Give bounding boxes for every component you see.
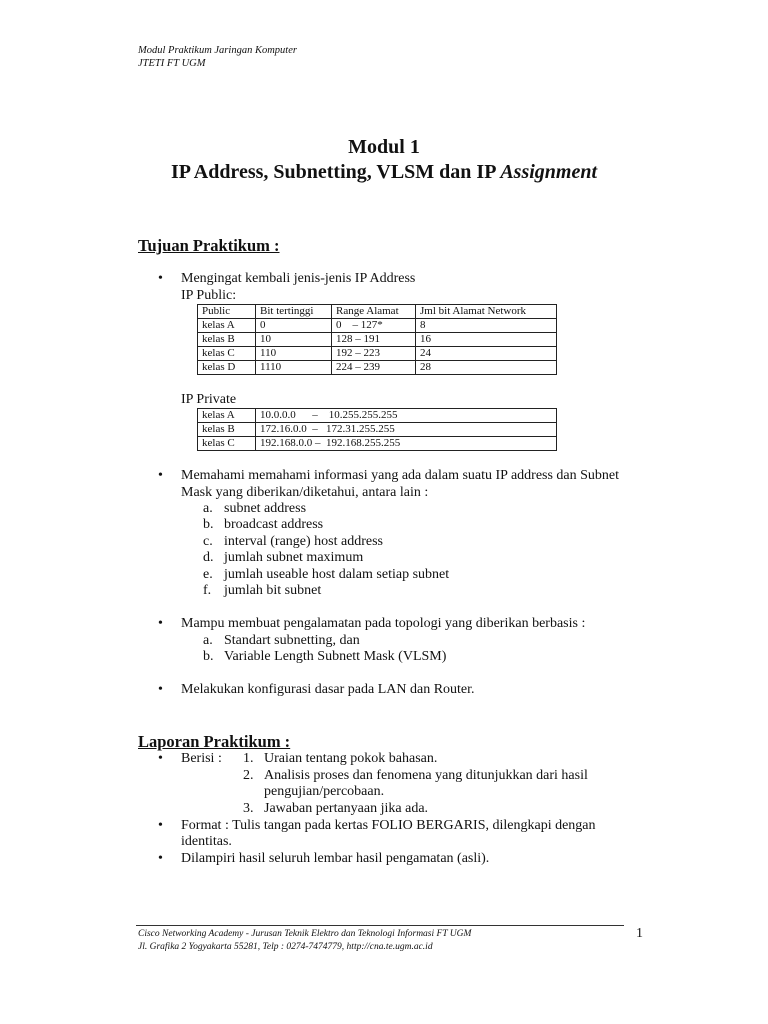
- list-item: Analisis proses dan fenomena yang ditunjukkan dari hasil: [264, 768, 588, 783]
- header-line-2: JTETI FT UGM: [138, 58, 206, 69]
- table-cell: kelas B: [198, 333, 256, 347]
- list-marker: b.: [203, 517, 214, 532]
- table-header-cell: Bit tertinggi: [256, 305, 332, 319]
- laporan-heading: Laporan Praktikum :: [138, 732, 291, 751]
- table-cell: 1110: [256, 361, 332, 375]
- bullet-4-text: Melakukan konfigurasi dasar pada LAN dan Router.: [181, 682, 475, 697]
- header-line-1: Modul Praktikum Jaringan Komputer: [138, 45, 297, 56]
- table-row: [198, 319, 557, 333]
- ip-private-label: IP Private: [181, 392, 237, 407]
- bullet-dot: •: [158, 271, 163, 286]
- bullet-dot: •: [158, 468, 163, 483]
- table-header-cell: Range Alamat: [332, 305, 416, 319]
- bullet-3-text: Mampu membuat pengalamatan pada topologi yang diberikan berbasis :: [181, 616, 586, 631]
- table-cell: kelas B: [198, 423, 256, 437]
- ip-public-table: [197, 304, 557, 375]
- table-header-cell: Public: [198, 305, 256, 319]
- footer-line-1: Cisco Networking Academy - Jurusan Teknik Elektro dan Teknologi Informasi FT UGM: [138, 929, 472, 939]
- module-title: Modul 1: [348, 136, 420, 158]
- table-cell: 128 – 191: [332, 333, 416, 347]
- footer-line-2: Jl. Grafika 2 Yogyakarta 55281, Telp : 0274-7474779, http://cna.te.ugm.ac.id: [138, 941, 433, 952]
- list-marker: 1.: [243, 751, 254, 766]
- table-cell: kelas C: [198, 437, 256, 451]
- bullet-1-text: Mengingat kembali jenis-jenis IP Address: [181, 271, 416, 286]
- bullet-dot: •: [158, 818, 163, 833]
- table-header-row: [198, 305, 557, 319]
- table-cell: kelas C: [198, 347, 256, 361]
- list-item: Jawaban pertanyaan jika ada.: [264, 801, 429, 816]
- list-marker: b.: [203, 649, 214, 664]
- bullet-dot: •: [158, 851, 163, 866]
- table-cell: kelas A: [198, 319, 256, 333]
- bullet-2-line-2: Mask yang diberikan/diketahui, antara lain :: [181, 485, 429, 500]
- format-line-2: identitas.: [181, 834, 232, 849]
- list-item: jumlah bit subnet: [224, 583, 322, 598]
- ip-public-label: IP Public:: [181, 288, 237, 303]
- table-header-cell: Jml bit Alamat Network: [416, 305, 557, 319]
- table-cell: 224 – 239: [332, 361, 416, 375]
- bullet-dot: •: [158, 751, 163, 766]
- module-subtitle: [0, 161, 768, 184]
- footer-rule: [136, 925, 624, 926]
- list-marker: c.: [203, 534, 213, 549]
- subtitle-italic: Assignment: [500, 161, 598, 183]
- list-marker: 3.: [243, 801, 254, 816]
- list-item: Variable Length Subnett Mask (VLSM): [224, 649, 447, 664]
- list-item: Uraian tentang pokok bahasan.: [264, 751, 438, 766]
- list-marker: 2.: [243, 768, 254, 783]
- list-marker: f.: [203, 583, 212, 598]
- table-cell: 0 – 127*: [332, 319, 416, 333]
- format-line-1: Format : Tulis tangan pada kertas FOLIO BERGARIS, dilengkapi dengan: [181, 818, 596, 833]
- table-cell: 0: [256, 319, 332, 333]
- dilampiri-text: Dilampiri hasil seluruh lembar hasil pengamatan (asli).: [181, 851, 490, 866]
- table-cell: 10: [256, 333, 332, 347]
- table-cell: 192.168.0.0 – 192.168.255.255: [256, 437, 557, 451]
- table-row: [198, 333, 557, 347]
- list-item: subnet address: [224, 501, 307, 516]
- page-header: [138, 44, 297, 70]
- bullet-dot: •: [158, 616, 163, 631]
- table-cell: 110: [256, 347, 332, 361]
- list-item: interval (range) host address: [224, 534, 383, 549]
- list-marker: a.: [203, 501, 213, 516]
- list-item: Standart subnetting, dan: [224, 633, 360, 648]
- table-cell: 28: [416, 361, 557, 375]
- table-cell: 172.16.0.0 – 172.31.255.255: [256, 423, 557, 437]
- subtitle-main: IP Address, Subnetting, VLSM dan IP: [170, 161, 501, 183]
- ip-private-table: [197, 408, 557, 451]
- table-row: [198, 423, 557, 437]
- tujuan-heading: Tujuan Praktikum :: [138, 236, 280, 255]
- table-cell: kelas A: [198, 409, 256, 423]
- list-item: broadcast address: [224, 517, 324, 532]
- list-item: jumlah subnet maximum: [224, 550, 364, 565]
- table-cell: kelas D: [198, 361, 256, 375]
- bullet-dot: •: [158, 682, 163, 697]
- page-number: 1: [636, 926, 643, 941]
- list-marker: d.: [203, 550, 214, 565]
- table-cell: 192 – 223: [332, 347, 416, 361]
- table-row: [198, 347, 557, 361]
- bullet-2-line-1: Memahami memahami informasi yang ada dalam suatu IP address dan Subnet: [181, 468, 620, 483]
- table-cell: 10.0.0.0 – 10.255.255.255: [256, 409, 557, 423]
- list-item-continuation: pengujian/percobaan.: [264, 784, 385, 799]
- list-item: jumlah useable host dalam setiap subnet: [224, 567, 450, 582]
- page-footer: [138, 928, 471, 953]
- table-cell: 16: [416, 333, 557, 347]
- table-row: [198, 437, 557, 451]
- table-row: [198, 361, 557, 375]
- table-row: [198, 409, 557, 423]
- table-cell: 8: [416, 319, 557, 333]
- berisi-label: Berisi :: [181, 751, 222, 766]
- list-marker: a.: [203, 633, 213, 648]
- list-marker: e.: [203, 567, 213, 582]
- table-cell: 24: [416, 347, 557, 361]
